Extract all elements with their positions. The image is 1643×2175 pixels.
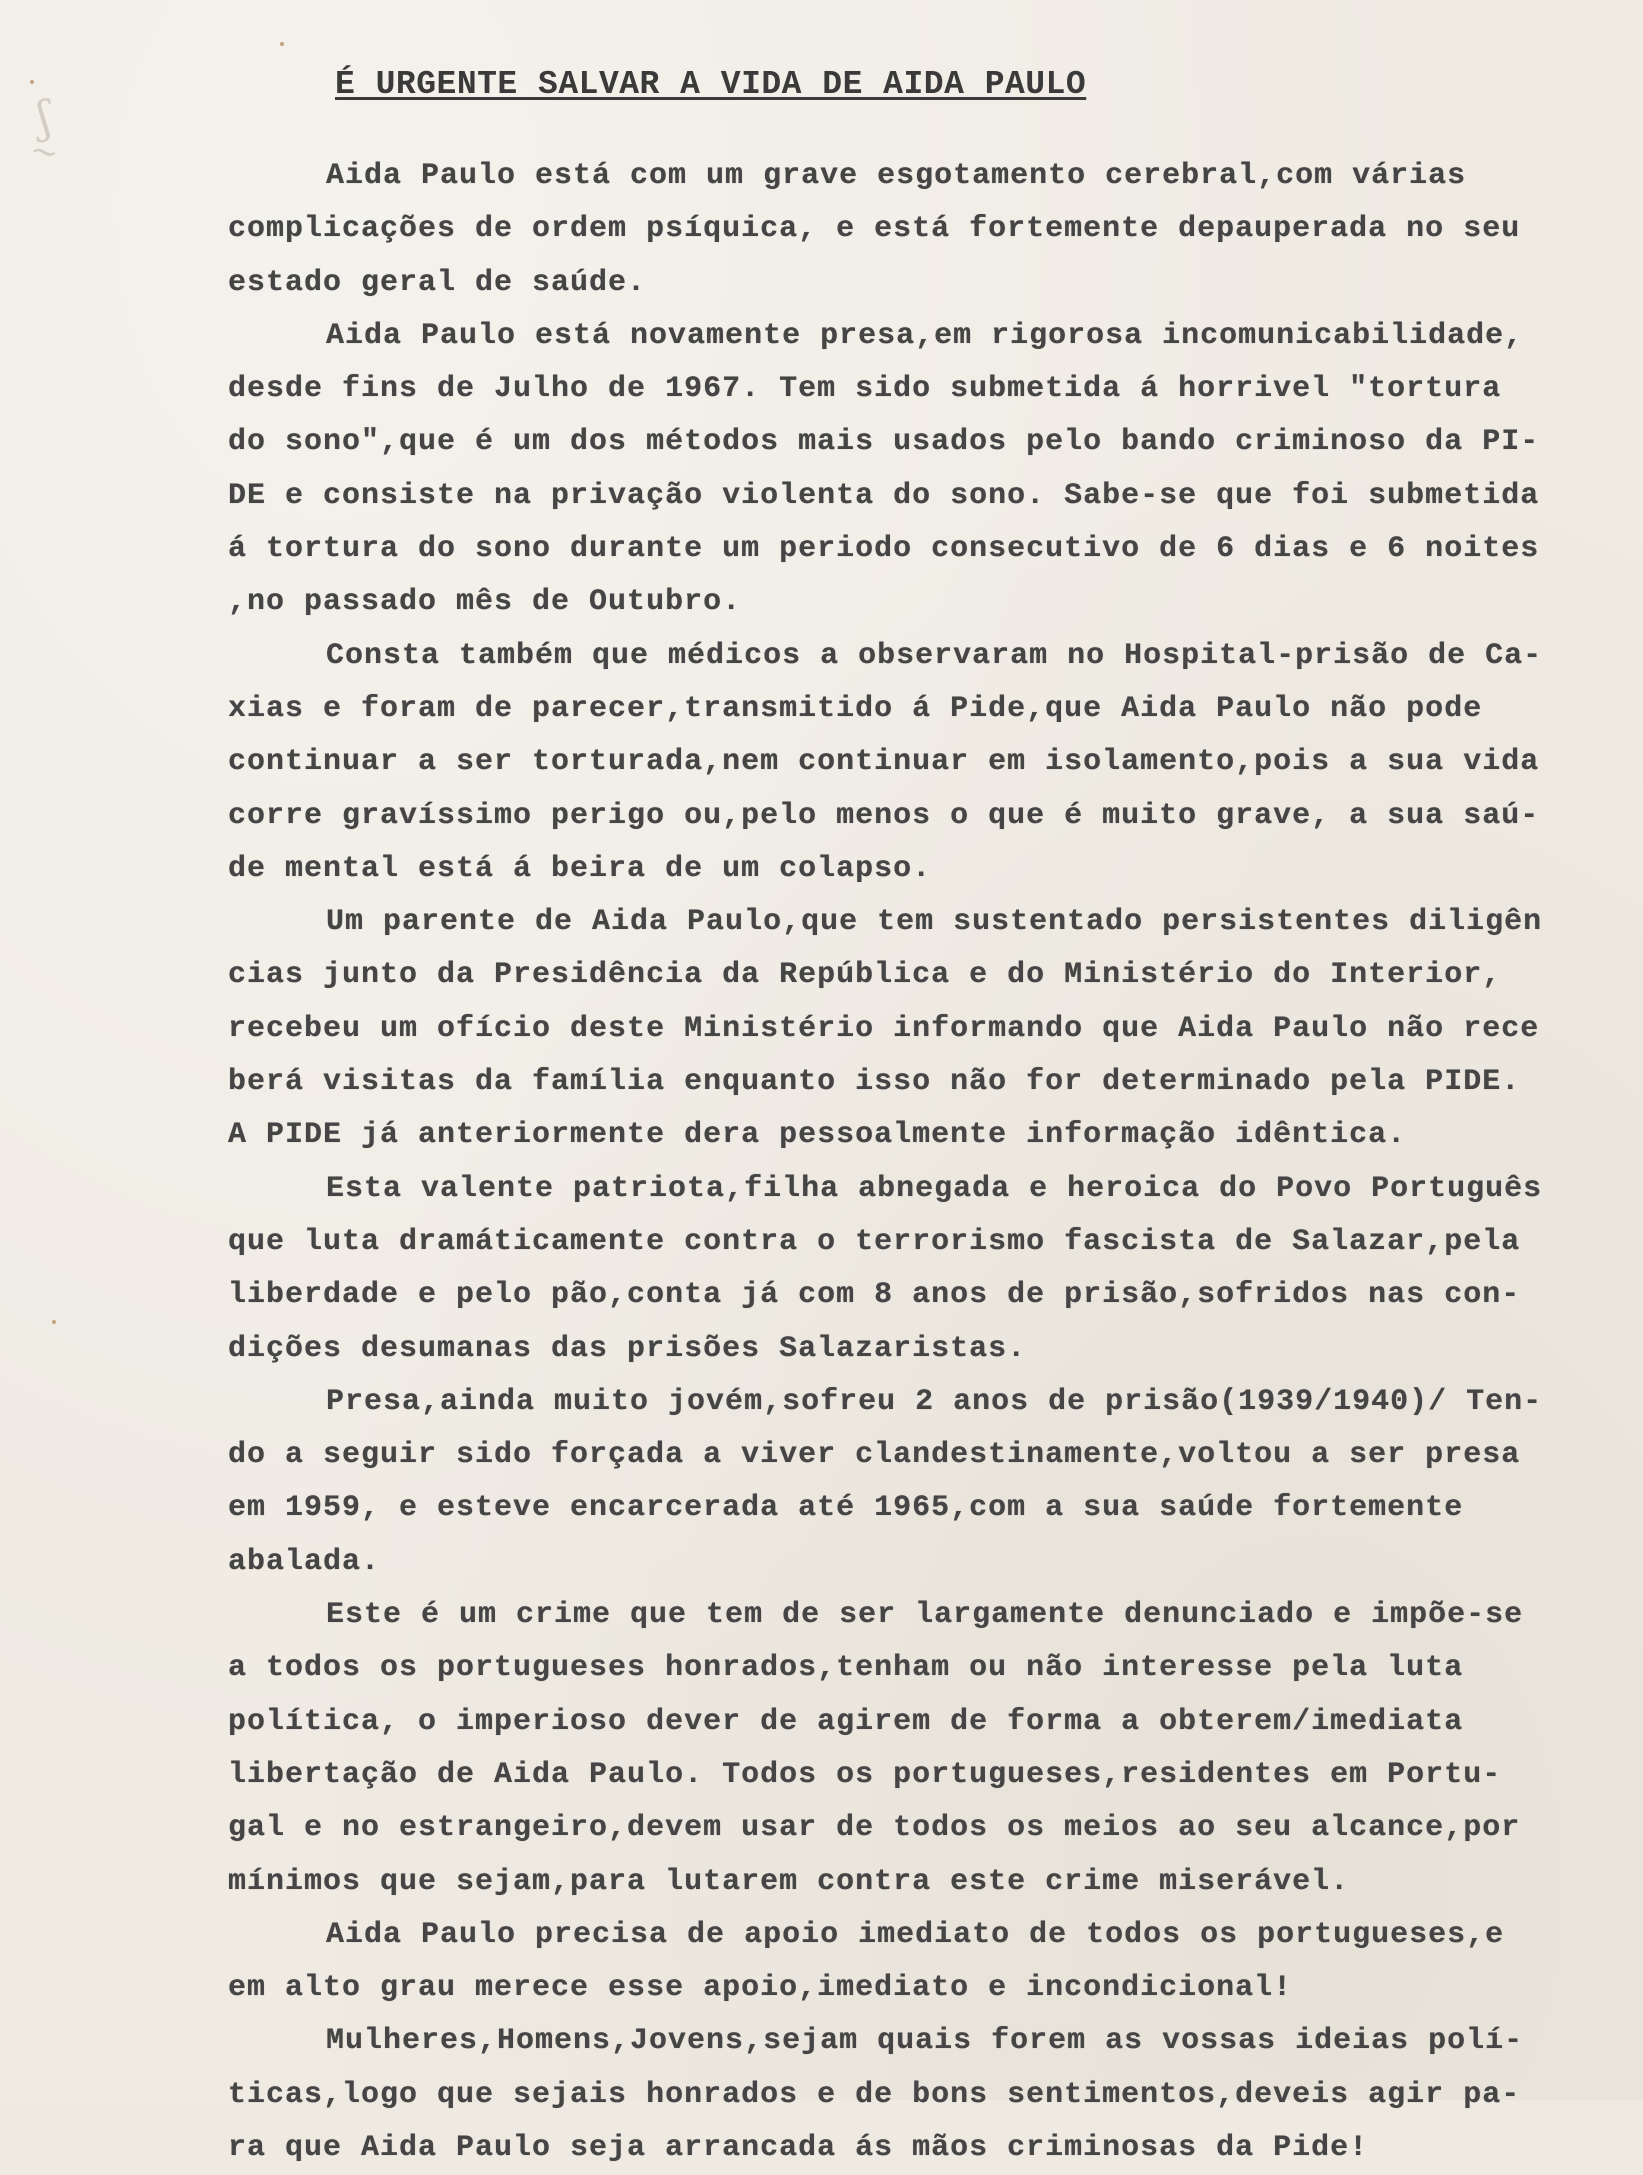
paper-speck [52,1320,56,1324]
document-title: É URGENTE SALVAR A VIDA DE AIDA PAULO [335,66,1087,103]
paper-speck [280,42,284,46]
text-line: política, o imperioso dever de agirem de forma a obterem/imediata [228,1704,1464,1739]
text-line: do sono",que é um dos métodos mais usados pelo bando criminoso da PI- [228,425,1540,460]
text-line: a todos os portugueses honrados,tenham ou não interesse pela luta [228,1651,1464,1686]
text-line: mínimos que sejam,para lutarem contra este crime miserável. [228,1864,1350,1899]
text-line: complicações de ordem psíquica, e está fortemente depauperada no seu [228,212,1521,247]
text-line: Esta valente patriota,filha abnegada e heroica do Povo Português [326,1171,1543,1206]
margin-pencil-mark: ~ [26,129,63,175]
text-line: do a seguir sido forçada a viver clandestinamente,voltou a ser presa [228,1438,1521,1473]
text-line: ,no passado mês de Outubro. [228,585,742,620]
text-line: liberdade e pelo pão,conta já com 8 anos de prisão,sofridos nas con- [228,1278,1521,1313]
text-line: em 1959, e esteve encarcerada até 1965,com a sua saúde fortemente [228,1491,1464,1526]
text-line: ticas,logo que sejais honrados e de bons sentimentos,deveis agir pa- [228,2077,1521,2112]
text-line: Presa,ainda muito jovém,sofreu 2 anos de prisão(1939/1940)/ Ten- [326,1384,1543,1419]
text-line: desde fins de Julho de 1967. Tem sido submetida á horrivel "tortura [228,372,1502,407]
text-line: Mulheres,Homens,Jovens,sejam quais forem as vossas ideias polí- [326,2024,1524,2059]
text-line: Este é um crime que tem de ser largamente denunciado e impõe-se [326,1598,1524,1633]
text-line: Aida Paulo precisa de apoio imediato de todos os portugueses,e [326,1917,1505,1952]
text-line: DE e consiste na privação violenta do sono. Sabe-se que foi submetida [228,478,1540,513]
text-line: Aida Paulo está novamente presa,em rigorosa incomunicabilidade, [326,318,1524,353]
text-line: corre gravíssimo perigo ou,pelo menos o que é muito grave, a sua saú- [228,798,1540,833]
text-line: Um parente de Aida Paulo,que tem sustentado persistentes diligên [326,905,1543,940]
text-line: abalada. [228,1544,381,1579]
text-line: de mental está á beira de um colapso. [228,851,932,886]
text-line: continuar a ser torturada,nem continuar em isolamento,pois a sua vida [228,745,1540,780]
text-line: Aida Paulo está com um grave esgotamento cerebral,com várias [326,159,1467,193]
text-line: estado geral de saúde. [228,265,647,300]
document-body [228,150,1628,2175]
text-line: em alto grau merece esse apoio,imediato e incondicional! [228,1971,1293,2006]
text-line: berá visitas da família enquanto isso não for determinado pela PIDE. [228,1065,1521,1100]
text-line: libertação de Aida Paulo. Todos os portugueses,residentes em Portu- [228,1757,1502,1792]
text-line: xias e foram de parecer,transmitido á Pide,que Aida Paulo não pode [228,691,1483,726]
text-line: que luta dramáticamente contra o terrorismo fascista de Salazar,pela [228,1224,1521,1259]
text-line: á tortura do sono durante um periodo consecutivo de 6 dias e 6 noites [228,532,1540,567]
text-line: A PIDE já anteriormente dera pessoalmente informação idêntica. [228,1118,1407,1153]
text-line: gal e no estrangeiro,devem usar de todos os meios ao seu alcance,por [228,1811,1521,1846]
text-line: Consta também que médicos a observaram no Hospital-prisão de Ca- [326,638,1543,673]
margin-pencil-mark: ʃ [34,91,54,144]
text-line: cias junto da Presidência da República e do Ministério do Interior, [228,958,1502,993]
text-line: recebeu um ofício deste Ministério informando que Aida Paulo não rece [228,1011,1540,1046]
text-line: ra que Aida Paulo seja arrancada ás mãos criminosas da Pide! [228,2130,1369,2165]
paper-speck [30,80,34,84]
text-line: dições desumanas das prisões Salazaristas. [228,1331,1027,1366]
